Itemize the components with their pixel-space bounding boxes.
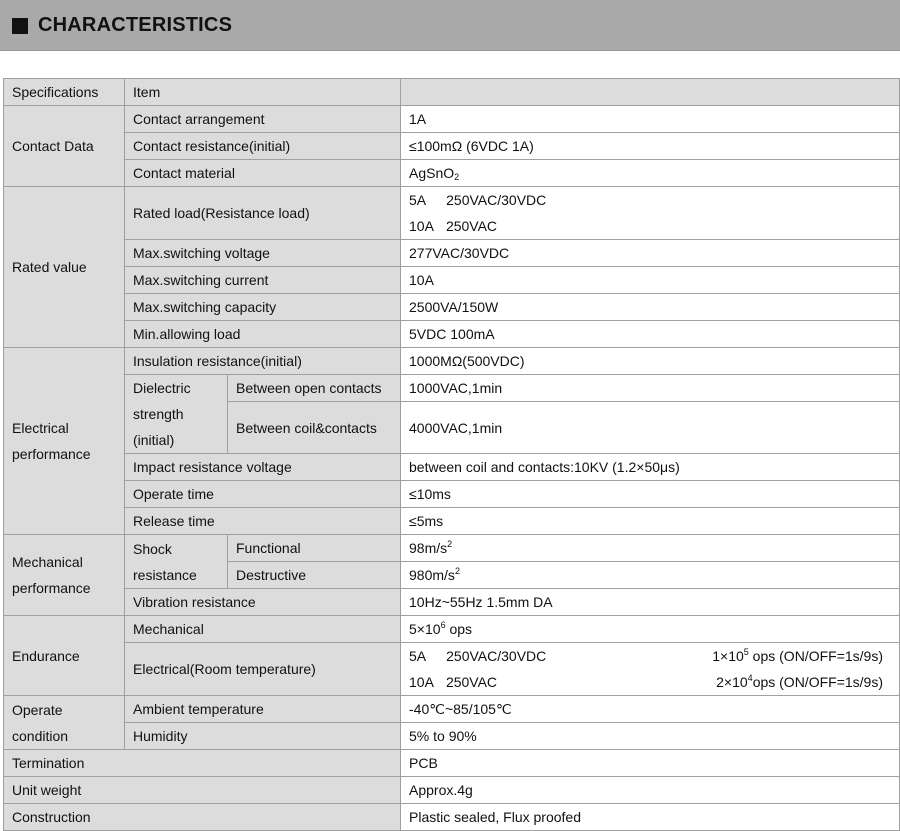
item-value: Plastic sealed, Flux proofed	[401, 804, 900, 831]
value-text	[716, 669, 899, 695]
label-line: (initial)	[133, 432, 175, 448]
value-text: 250VAC	[445, 218, 498, 234]
value-text: 5A	[409, 648, 427, 664]
item-value	[401, 616, 900, 643]
item-label: Unit weight	[4, 777, 401, 804]
item-label: Operate time	[125, 481, 401, 508]
table-row	[4, 187, 900, 240]
item-value	[401, 535, 900, 562]
item-value: 1A	[401, 106, 900, 133]
group-rated-value: Rated value	[4, 187, 125, 348]
item-value: 1000MΩ(500VDC)	[401, 348, 900, 375]
item-label: Electrical(Room temperature)	[125, 643, 401, 696]
item-value: -40℃~85/105℃	[401, 696, 900, 723]
group-label-line: performance	[12, 580, 91, 596]
group-mechanical-performance	[4, 535, 125, 616]
item-value: ≤5ms	[401, 508, 900, 535]
item-value	[401, 643, 900, 696]
item-value: 5% to 90%	[401, 723, 900, 750]
table-row	[4, 750, 900, 777]
item-label: Ambient temperature	[125, 696, 401, 723]
table-row	[4, 481, 900, 508]
value-text: ops	[445, 621, 473, 637]
table-row	[4, 508, 900, 535]
table-row	[4, 535, 900, 562]
item-value: 1000VAC,1min	[401, 375, 900, 402]
group-contact-data: Contact Data	[4, 106, 125, 187]
table-row	[4, 454, 900, 481]
table-row	[4, 294, 900, 321]
value-exponent: 6	[440, 620, 446, 630]
value-text: AgSnO	[409, 165, 455, 181]
table-row	[4, 133, 900, 160]
label-line: strength	[133, 406, 184, 422]
item-value: 10A	[401, 267, 900, 294]
item-label: Between coil&contacts	[228, 402, 401, 454]
value-text: ops (ON/OFF=1s/9s)	[748, 648, 883, 664]
value-text: 980m/s	[409, 567, 455, 583]
value-text: 5A	[409, 192, 427, 208]
item-label: Vibration resistance	[125, 589, 401, 616]
value-text: 5×10	[409, 621, 441, 637]
item-value: between coil and contacts:10KV (1.2×50μs)	[401, 454, 900, 481]
header-value	[401, 79, 900, 106]
value-text: 250VAC/30VDC	[446, 192, 547, 208]
item-label: Rated load(Resistance load)	[125, 187, 401, 240]
table-row	[4, 589, 900, 616]
item-value: ≤100mΩ (6VDC 1A)	[401, 133, 900, 160]
section-banner	[0, 0, 900, 51]
item-value: 10Hz~55Hz 1.5mm DA	[401, 589, 900, 616]
table-row	[4, 723, 900, 750]
value-subscript: 2	[454, 172, 460, 182]
item-value	[401, 160, 900, 187]
table-row	[4, 375, 900, 402]
value-text: 98m/s	[409, 540, 448, 556]
item-label: Release time	[125, 508, 401, 535]
group-label-line: Electrical	[12, 420, 69, 436]
value-exponent: 2	[454, 566, 460, 576]
item-value: 5VDC 100mA	[401, 321, 900, 348]
item-value: 2500VA/150W	[401, 294, 900, 321]
item-value	[401, 187, 900, 240]
value-exponent: 4	[747, 673, 753, 683]
table-row	[4, 106, 900, 133]
item-label: Destructive	[228, 562, 401, 589]
table-row	[4, 616, 900, 643]
value-exponent: 5	[743, 647, 749, 657]
item-label: Max.switching capacity	[125, 294, 401, 321]
label-line: Dielectric	[133, 380, 191, 396]
item-label: Max.switching voltage	[125, 240, 401, 267]
shock-resistance-label	[125, 535, 228, 589]
value-exponent: 2	[447, 539, 453, 549]
table-row	[4, 643, 900, 696]
section-title: CHARACTERISTICS	[38, 14, 233, 36]
table-row	[4, 348, 900, 375]
item-label: Contact material	[125, 160, 401, 187]
item-label: Impact resistance voltage	[125, 454, 401, 481]
dielectric-strength-label	[125, 375, 228, 454]
item-value: 4000VAC,1min	[401, 402, 900, 454]
table-row	[4, 696, 900, 723]
label-line: resistance	[133, 566, 197, 583]
header-specifications: Specifications	[4, 79, 125, 106]
value-text: ops (ON/OFF=1s/9s)	[752, 674, 883, 690]
value-text: 10A	[409, 674, 434, 690]
characteristics-table	[3, 78, 900, 831]
group-label-line: performance	[12, 446, 91, 462]
item-value: 277VAC/30VDC	[401, 240, 900, 267]
item-value: PCB	[401, 750, 900, 777]
table-row	[4, 240, 900, 267]
value-text: 250VAC/30VDC	[446, 648, 547, 664]
group-label-line: Mechanical	[12, 554, 83, 570]
item-label: Functional	[228, 535, 401, 562]
item-label: Between open contacts	[228, 375, 401, 402]
group-label-line: Operate	[12, 701, 63, 718]
value-text: 1×10	[712, 648, 744, 664]
table-row	[4, 160, 900, 187]
table-row	[4, 321, 900, 348]
group-endurance: Endurance	[4, 616, 125, 696]
item-label: Min.allowing load	[125, 321, 401, 348]
item-label: Humidity	[125, 723, 401, 750]
group-operate-condition	[4, 696, 125, 750]
value-text: 250VAC	[445, 674, 498, 690]
item-label: Termination	[4, 750, 401, 777]
item-label: Insulation resistance(initial)	[125, 348, 401, 375]
item-label: Contact resistance(initial)	[125, 133, 401, 160]
item-label: Max.switching current	[125, 267, 401, 294]
group-electrical-performance	[4, 348, 125, 535]
item-value: Approx.4g	[401, 777, 900, 804]
group-label-line: condition	[12, 727, 69, 744]
item-label: Construction	[4, 804, 401, 831]
table-row	[4, 804, 900, 831]
item-label: Mechanical	[125, 616, 401, 643]
table-row	[4, 777, 900, 804]
value-text: 10A	[409, 218, 434, 234]
item-label: Contact arrangement	[125, 106, 401, 133]
header-item: Item	[125, 79, 401, 106]
square-bullet-icon	[12, 18, 28, 34]
value-text: 2×10	[716, 674, 748, 690]
item-value: ≤10ms	[401, 481, 900, 508]
table-row	[4, 267, 900, 294]
label-line: Shock	[133, 540, 172, 557]
value-text	[712, 643, 899, 669]
item-value	[401, 562, 900, 589]
table-header-row	[4, 79, 900, 106]
